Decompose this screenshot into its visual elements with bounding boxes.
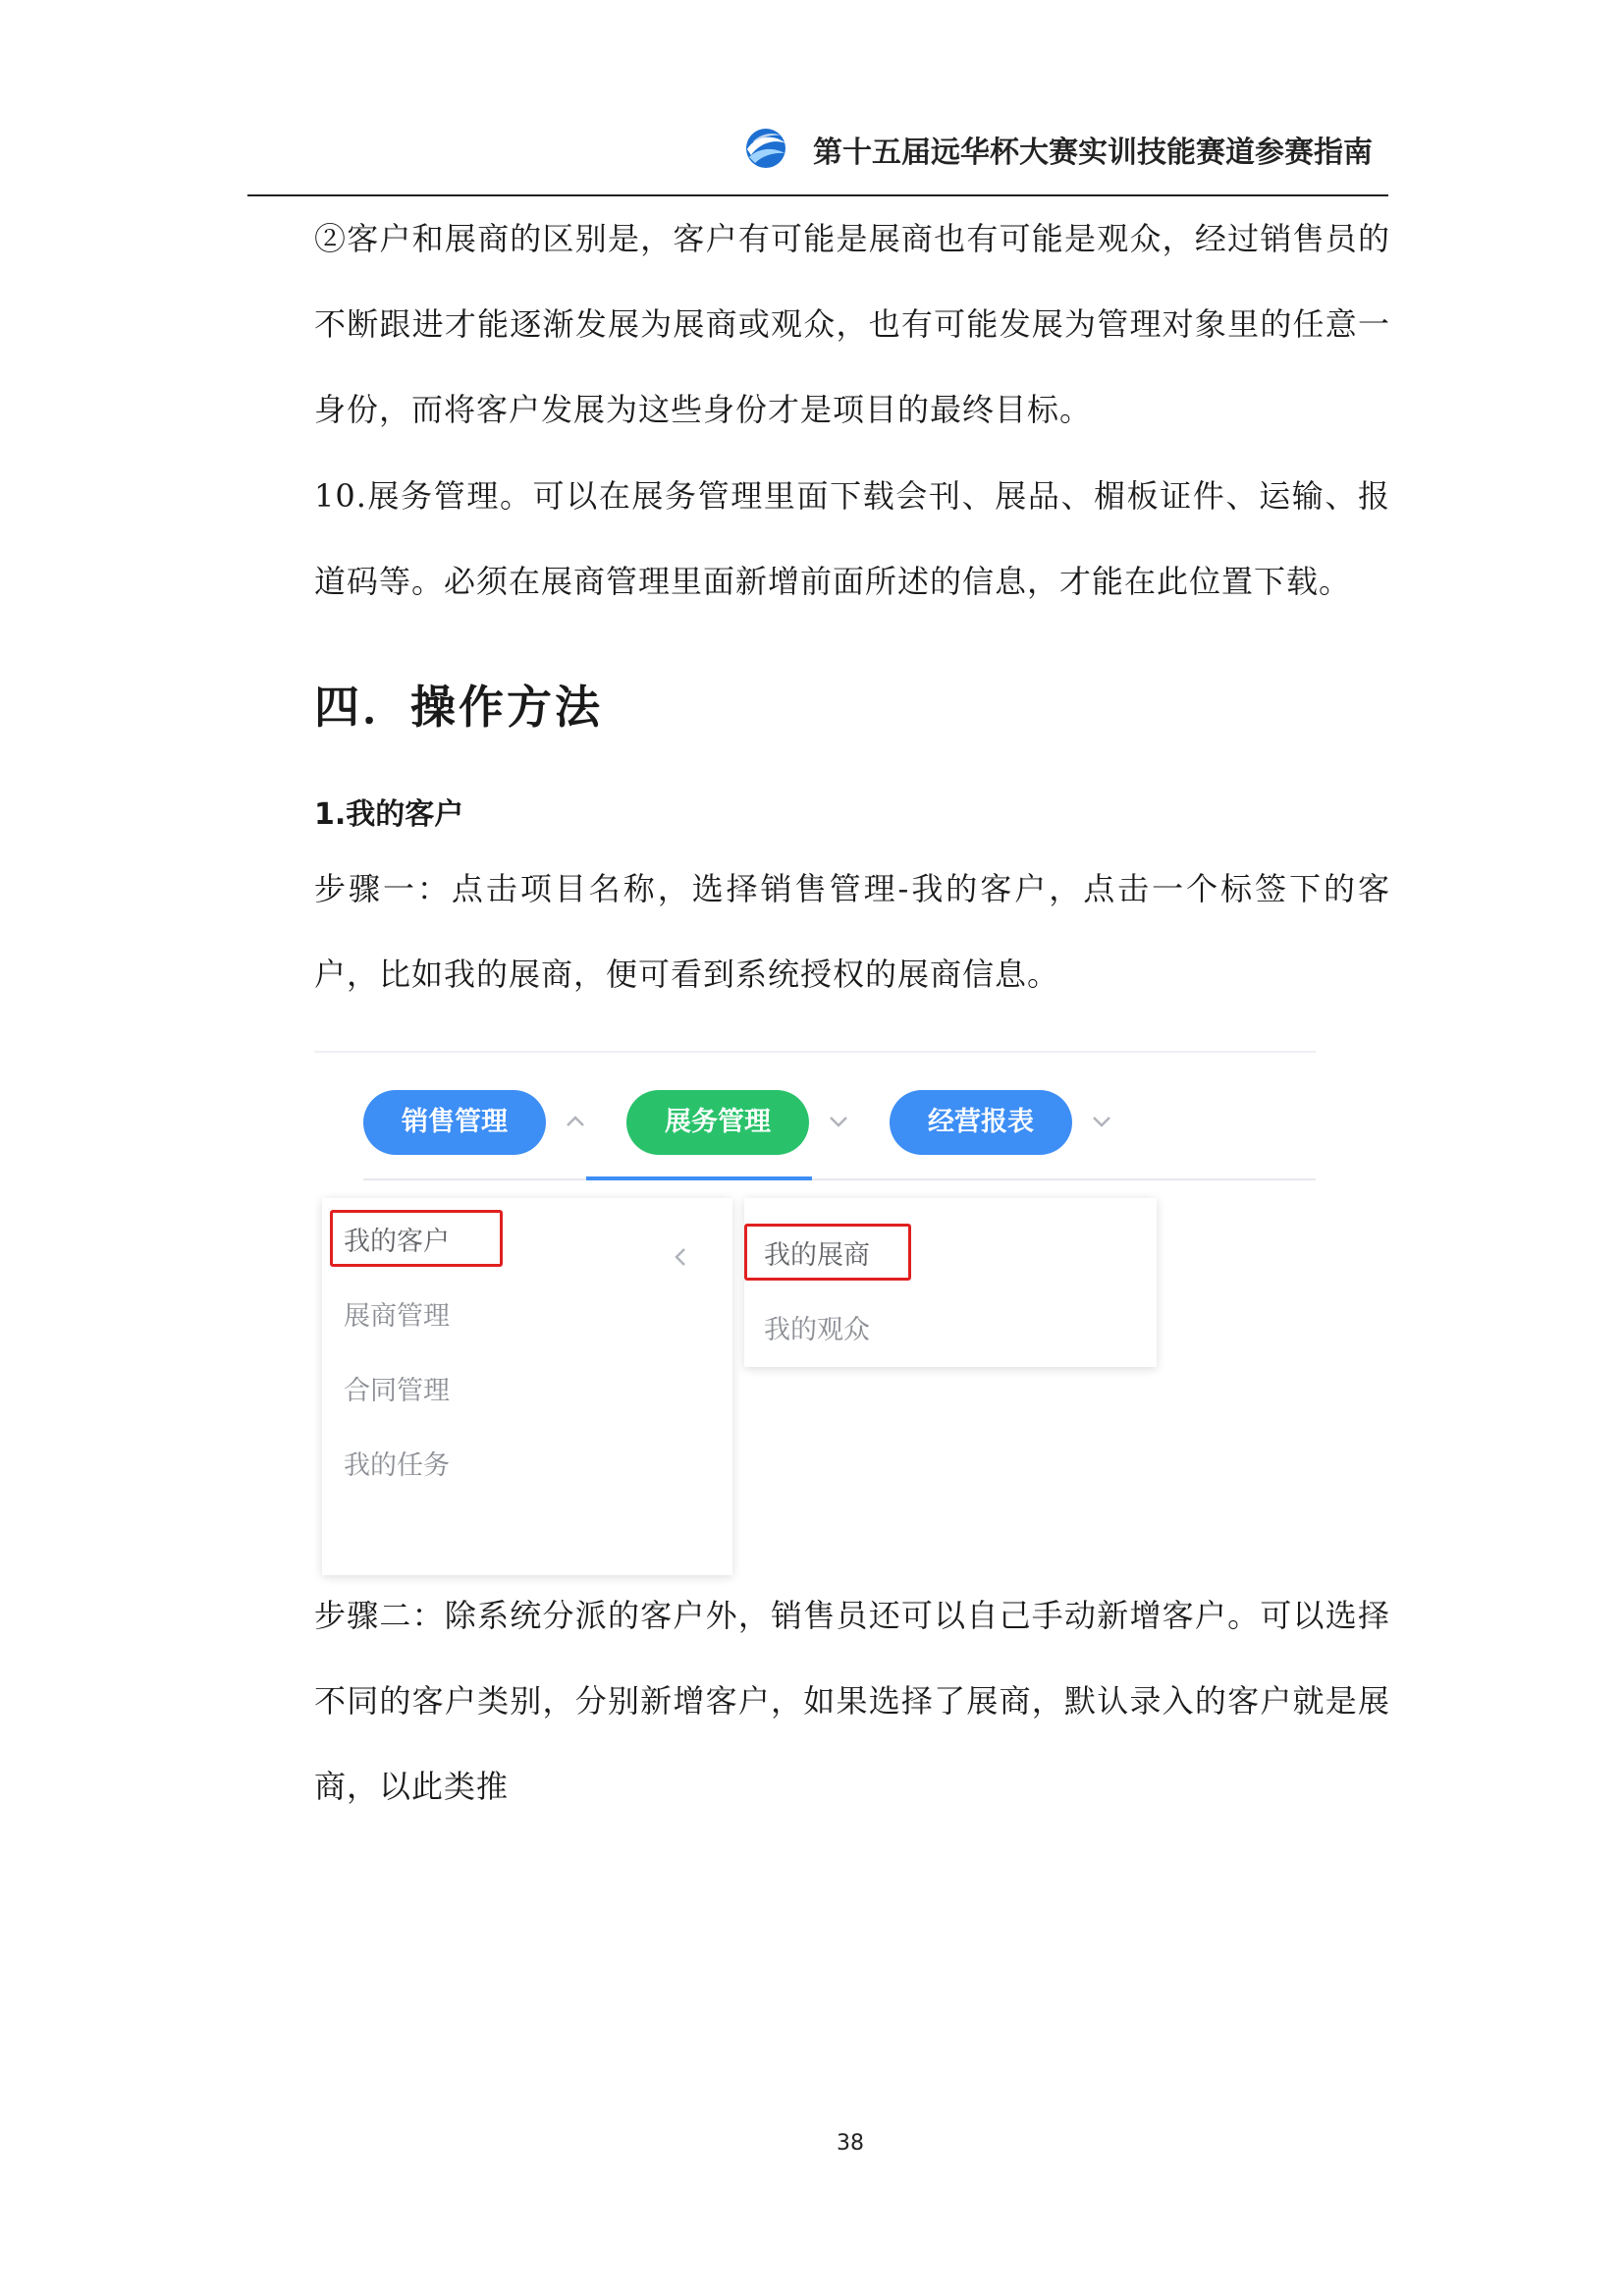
- chevron-down-icon[interactable]: [1088, 1108, 1115, 1135]
- menu-item-my-customers[interactable]: 我的客户: [344, 1227, 450, 1257]
- submenu-item-my-audience[interactable]: 我的观众: [764, 1315, 870, 1345]
- nav-underline: [363, 1178, 1316, 1180]
- ui-screenshot: [314, 1051, 1316, 1561]
- globe-swirl-logo-icon: [743, 126, 788, 171]
- nav-sales-management-button[interactable]: 销售管理: [363, 1090, 546, 1155]
- ui-top-border: [314, 1051, 1316, 1053]
- page-number: 38: [837, 2131, 864, 2156]
- sales-dropdown-menu: [322, 1198, 732, 1575]
- paragraph-exhibition-management: 10.展务管理。可以在展务管理里面下载会刊、展品、楣板证件、运输、报道码等。必须在展商管理里面新增前面所述的信息，才能在此位置下载。: [314, 477, 1390, 600]
- paragraph-customer-vs-exhibitor: ②客户和展商的区别是，客户有可能是展商也有可能是观众，经过销售员的不断跟进才能逐渐发展为展商或观众，也有可能发展为管理对象里的任意一身份，而将客户发展为这些身份才是项目的最终目标。: [314, 220, 1390, 428]
- chevron-left-icon: [671, 1245, 690, 1269]
- customers-submenu: [744, 1198, 1157, 1367]
- menu-item-exhibitor-management[interactable]: 展商管理: [344, 1301, 450, 1332]
- section-heading: 四．操作方法: [314, 681, 603, 734]
- step-one-text: 步骤一：点击项目名称，选择销售管理-我的客户，点击一个标签下的客户，比如我的展商，便可看到系统授权的展商信息。: [314, 870, 1390, 993]
- nav-exhibition-affairs-button[interactable]: 展务管理: [626, 1090, 809, 1155]
- menu-item-contract-management[interactable]: 合同管理: [344, 1376, 450, 1406]
- nav-active-indicator: [586, 1176, 812, 1180]
- menu-item-my-tasks[interactable]: 我的任务: [344, 1450, 450, 1481]
- nav-business-reports-button[interactable]: 经营报表: [890, 1090, 1072, 1155]
- chevron-down-icon[interactable]: [825, 1108, 852, 1135]
- header-title: 第十五届远华杯大赛实训技能赛道参赛指南: [813, 136, 1373, 170]
- step-two-text: 步骤二：除系统分派的客户外，销售员还可以自己手动新增客户。可以选择不同的客户类别，分别新增客户，如果选择了展商，默认录入的客户就是展商，以此类推: [314, 1597, 1390, 1805]
- subheading-my-customers: 1.我的客户: [314, 797, 464, 832]
- submenu-item-my-exhibitors[interactable]: 我的展商: [764, 1240, 870, 1271]
- chevron-up-icon[interactable]: [562, 1108, 589, 1135]
